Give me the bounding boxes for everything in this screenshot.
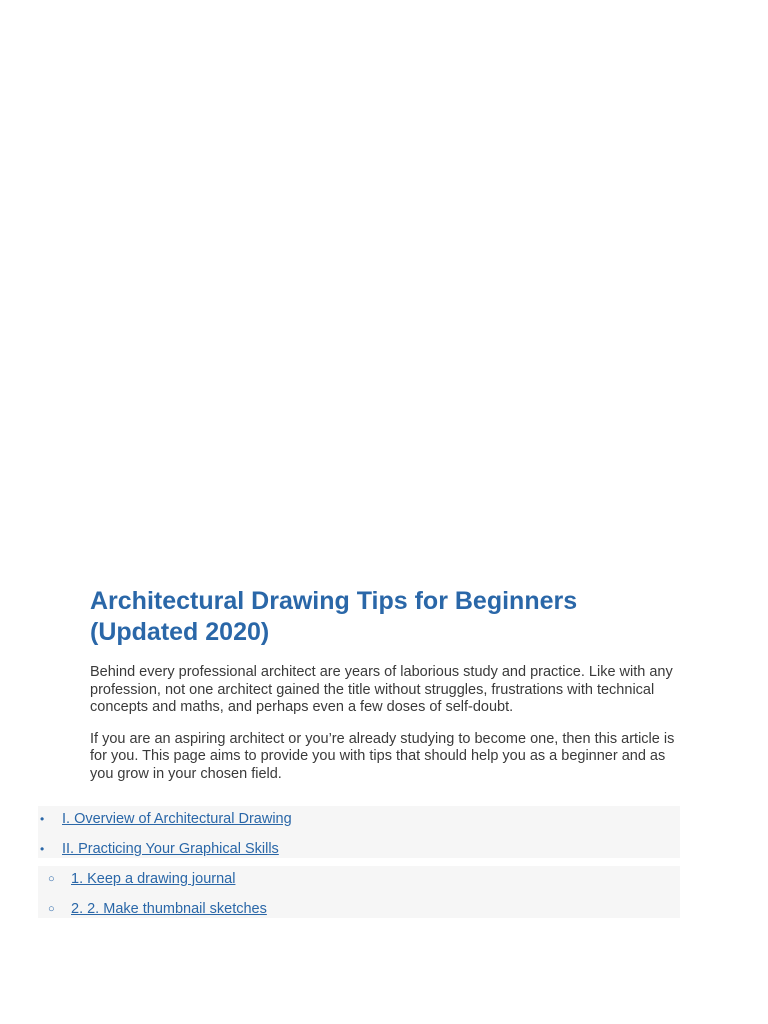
toc-link-overview[interactable]: I. Overview of Architectural Drawing (62, 811, 292, 827)
toc-link-drawing-journal[interactable]: 1. Keep a drawing journal (71, 871, 236, 887)
article-title: Architectural Drawing Tips for Beginners (Updated 2020) (90, 587, 578, 646)
toc-subitem (38, 896, 680, 922)
toc-subsection-group (38, 866, 680, 918)
intro-paragraph: Behind every professional architect are years of laborious study and practice. Like with any profession, not one architect gained the title without struggles, frustrations with technical concepts and maths, and perhaps even a few doses of self-doubt. (90, 664, 673, 715)
toc-section-group (38, 806, 680, 858)
toc-link-graphical-skills[interactable]: II. Practicing Your Graphical Skills (62, 841, 279, 857)
bullet-disc-icon: • (40, 842, 45, 856)
audience-paragraph: If you are an aspiring architect or you’re already studying to become one, then this article is for you. This page aims to provide you with tips that should help you as a beginner and as you grow in your chosen field. (90, 730, 675, 782)
toc-item (38, 836, 680, 862)
toc-subitem (38, 866, 680, 892)
toc-link-thumbnail-sketches[interactable]: 2. 2. Make thumbnail sketches (71, 901, 267, 917)
table-of-contents (38, 804, 680, 858)
bullet-disc-icon: • (40, 812, 45, 826)
toc-item (38, 806, 680, 832)
bullet-circle-icon: ○ (48, 903, 55, 915)
article (90, 586, 680, 783)
bullet-circle-icon: ○ (48, 873, 55, 885)
table-of-contents-subsection (38, 864, 680, 918)
